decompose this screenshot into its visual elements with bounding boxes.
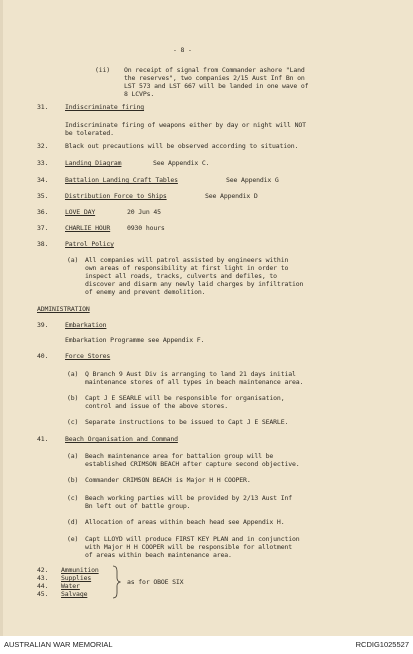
para-34-text: See Appendix G <box>226 176 279 184</box>
item-ii-number: (ii) <box>95 66 111 74</box>
para-31-line-1: Indiscriminate firing of weapons either by day or night will NOT <box>65 121 306 129</box>
page-number: - 8 - <box>173 46 192 54</box>
para-41-e-line-2: with Major H H COOPER will be responsible for allotment <box>85 543 292 551</box>
para-35-text: See Appendix D <box>205 192 258 200</box>
para-41-c-line-1: Beach working parties will be provided by 2/13 Aust Inf <box>85 494 292 502</box>
para-36-number: 36. <box>37 208 49 216</box>
para-33-number: 33. <box>37 159 49 167</box>
para-45-title: Salvage <box>61 590 88 598</box>
para-41-b-line-1: Commander CRIMSON BEACH is Major H H COOPER. <box>85 476 251 484</box>
para-38-a-line-3: inspect all roads, tracks, culverts and defiles, to <box>85 272 277 280</box>
para-33-text: See Appendix C. <box>153 159 210 167</box>
para-42-number: 42. <box>37 566 49 574</box>
para-43-title: Supplies <box>61 574 92 582</box>
para-41-a-number: (a) <box>67 452 79 460</box>
para-37-title: CHARLIE HOUR <box>65 224 111 232</box>
para-38-a-line-5: of enemy and prevent demolition. <box>85 288 206 296</box>
para-41-b-number: (b) <box>67 476 79 484</box>
para-32-number: 32. <box>37 142 49 150</box>
para-40-title: Force Stores <box>65 352 111 360</box>
para-41-c-line-2: Bn left out of battle group. <box>85 502 191 510</box>
para-41-e-number: (e) <box>67 535 79 543</box>
para-36-text: 20 Jun 45 <box>127 208 161 216</box>
para-40-c-number: (c) <box>67 418 79 426</box>
para-41-title: Beach Organisation and Command <box>65 435 178 443</box>
footer-right-label: RCDIG1025527 <box>355 640 409 649</box>
para-31-title: Indiscriminate firing <box>65 103 145 111</box>
para-39-title: Embarkation <box>65 321 107 329</box>
para-37-number: 37. <box>37 224 49 232</box>
item-ii-line-2: the reserves", two companies 2/15 Aust Inf Bn on <box>124 74 305 82</box>
para-40-number: 40. <box>37 352 49 360</box>
para-40-a-number: (a) <box>67 370 79 378</box>
administration-heading: ADMINISTRATION <box>37 305 90 313</box>
para-40-a-line-1: Q Branch 9 Aust Div is arranging to land 21 days initial <box>85 370 296 378</box>
item-ii-line-1: On receipt of signal from Commander ashore "Land <box>124 66 305 74</box>
archive-footer <box>0 636 413 654</box>
para-41-d-number: (d) <box>67 518 79 526</box>
para-45-number: 45. <box>37 590 49 598</box>
para-44-title: Water <box>61 582 80 590</box>
para-35-number: 35. <box>37 192 49 200</box>
para-41-a-line-1: Beach maintenance area for battalion group will be <box>85 452 274 460</box>
item-ii-line-4: 8 LCVPs. <box>124 90 155 98</box>
para-32-text: Black out precautions will be observed according to situation. <box>65 142 299 150</box>
para-41-number: 41. <box>37 435 49 443</box>
para-44-number: 44. <box>37 582 49 590</box>
para-40-b-line-2: control and issue of the above stores. <box>85 402 229 410</box>
para-33-title: Landing Diagram <box>65 159 122 167</box>
para-41-c-number: (c) <box>67 494 79 502</box>
para-38-number: 38. <box>37 240 49 248</box>
para-31-number: 31. <box>37 103 49 111</box>
para-31-line-2: be tolerated. <box>65 129 114 137</box>
para-40-a-line-2: maintenance stores of all types in beach maintenance area. <box>85 378 304 386</box>
para-43-number: 43. <box>37 574 49 582</box>
para-40-b-line-1: Capt J E SEARLE will be responsible for organisation, <box>85 394 285 402</box>
brace-text: as for OBOE SIX <box>127 578 184 586</box>
para-40-c-line-1: Separate instructions to be issued to Capt J E SEARLE. <box>85 418 289 426</box>
para-34-title: Battalion Landing Craft Tables <box>65 176 178 184</box>
para-41-e-line-1: Capt LLOYD will produce FIRST KEY PLAN and in conjunction <box>85 535 300 543</box>
para-41-a-line-2: established CRIMSON BEACH after capture second objective. <box>85 460 300 468</box>
item-ii-line-3: LST 573 and LST 667 will be landed in one wave of <box>124 82 309 90</box>
para-36-title: LOVE DAY <box>65 208 96 216</box>
para-42-title: Ammunition <box>61 566 99 574</box>
para-38-a-line-4: discover and disarm any newly laid charges by infiltration <box>85 280 304 288</box>
para-34-number: 34. <box>37 176 49 184</box>
bracket-glyph <box>111 565 121 599</box>
para-39-number: 39. <box>37 321 49 329</box>
para-38-a-number: (a) <box>67 256 79 264</box>
para-40-b-number: (b) <box>67 394 79 402</box>
para-41-d-line-1: Allocation of areas within beach head see Appendix H. <box>85 518 285 526</box>
para-38-a-line-1: All companies will patrol assisted by engineers within <box>85 256 289 264</box>
para-39-text: Embarkation Programme see Appendix F. <box>65 336 205 344</box>
footer-left-label: AUSTRALIAN WAR MEMORIAL <box>4 640 113 649</box>
para-41-e-line-3: of areas within beach maintenance area. <box>85 551 232 559</box>
para-35-title: Distribution Force to Ships <box>65 192 167 200</box>
para-38-title: Patrol Policy <box>65 240 114 248</box>
para-38-a-line-2: own areas of responsibility at first light in order to <box>85 264 289 272</box>
para-37-text: 0930 hours <box>127 224 165 232</box>
